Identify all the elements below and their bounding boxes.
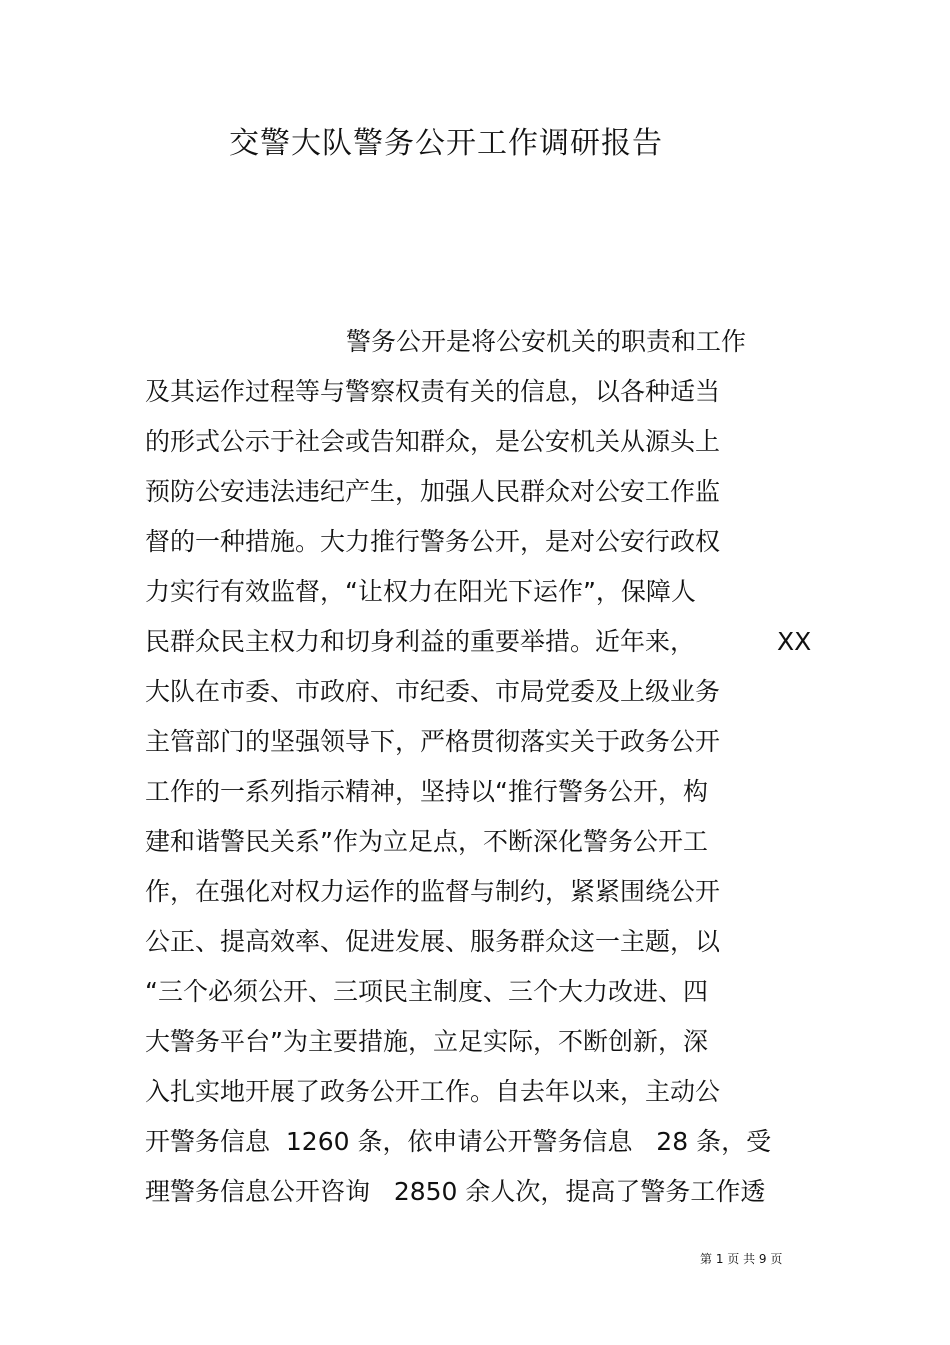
body-line-2: 及其运作过程等与警察权责有关的信息，以各种适当 [145,377,721,406]
body-line-5: 督的一种措施。大力推行警务公开，是对公安行政权 [145,527,721,556]
body-line-11: 建和谐警民关系”作为立足点，不断深化警务公开工 [145,827,708,856]
body-line-14: “三个必须公开、三项民主制度、三个大力改进、四 [145,977,708,1006]
body-line-3: 的形式公示于社会或告知群众，是公安机关从源头上 [145,427,721,456]
body-line-8: 大队在市委、市政府、市纪委、市局党委及上级业务 [145,677,721,706]
body-line-7-suffix: XX [777,627,812,656]
body-line-13: 公正、提高效率、促进发展、服务群众这一主题，以 [145,927,721,956]
body-line-6: 力实行有效监督，“让权力在阳光下运作”，保障人 [145,577,696,606]
body-line-9: 主管部门的坚强领导下，严格贯彻落实关于政务公开 [145,727,721,756]
document-title: 交警大队警务公开工作调研报告 [229,126,663,161]
body-line-18: 理警务信息公开咨询 2850 余人次，提高了警务工作透 [145,1177,766,1206]
body-line-12: 作，在强化对权力运作的监督与制约，紧紧围绕公开 [145,877,721,906]
body-line-16: 入扎实地开展了政务公开工作。自去年以来，主动公 [145,1077,721,1106]
body-line-7: 民群众民主权力和切身利益的重要举措。近年来， [145,627,696,656]
page-footer: 第 1 页 共 9 页 [700,1252,783,1266]
body-line-10: 工作的一系列指示精神，坚持以“推行警务公开，构 [145,777,708,806]
body-line-15: 大警务平台”为主要措施，立足实际，不断创新，深 [145,1027,708,1056]
body-line-1: 警务公开是将公安机关的职责和工作 [346,327,747,356]
body-line-4: 预防公安违法违纪产生，加强人民群众对公安工作监 [145,477,721,506]
body-line-17: 开警务信息 1260 条，依申请公开警务信息 28 条，受 [145,1127,772,1156]
